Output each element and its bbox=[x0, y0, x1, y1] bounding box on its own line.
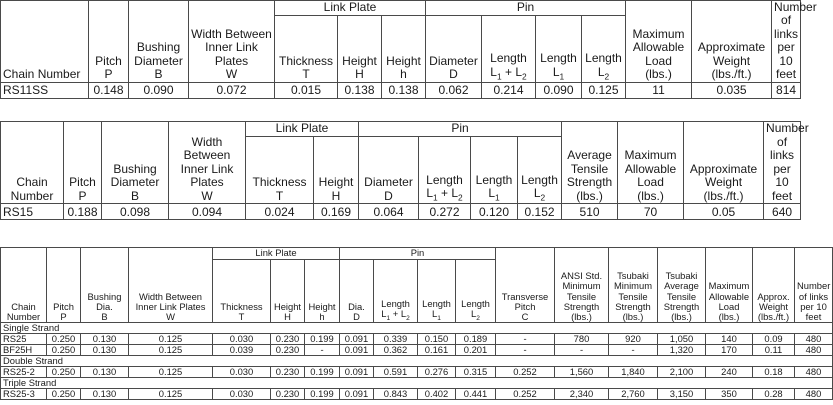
header-symbol: (lbs.) bbox=[645, 67, 672, 82]
header-label: Maximum Allowable Load bbox=[624, 148, 677, 190]
spec-table-rs11ss bbox=[0, 0, 817, 99]
section-row bbox=[1, 323, 833, 334]
header-chain-number bbox=[1, 1, 89, 83]
header-chain-number bbox=[1, 122, 64, 204]
table-cell: 0.09 bbox=[753, 334, 795, 345]
header-symbol: (lbs.) bbox=[671, 310, 692, 322]
table-cell: 0.591 bbox=[374, 367, 418, 378]
header-avg-tensile-strength bbox=[562, 122, 618, 204]
header-plate-height-H bbox=[338, 16, 382, 82]
header-width-between-plates bbox=[189, 1, 275, 83]
header-pitch bbox=[47, 248, 81, 323]
header-symbol: W bbox=[166, 310, 175, 322]
header-label: ANSI Std. Minimum Tensile Strength bbox=[560, 270, 603, 312]
table-cell: 0.276 bbox=[418, 367, 456, 378]
table-cell: 0.090 bbox=[536, 82, 582, 98]
group-pin: Pin bbox=[340, 248, 496, 260]
header-pin-length-total bbox=[419, 137, 471, 204]
table-cell: 0.252 bbox=[496, 367, 555, 378]
header-width-between-plates bbox=[169, 122, 246, 204]
table-cell: 0.362 bbox=[374, 345, 418, 356]
header-symbol: P bbox=[60, 310, 67, 322]
header-plate-height-H bbox=[271, 260, 305, 323]
table-cell: 0.120 bbox=[471, 204, 518, 220]
header-plate-thickness bbox=[246, 137, 314, 204]
header-symbol: (lbs.) bbox=[637, 188, 664, 203]
header-pin-diameter bbox=[359, 137, 419, 204]
header-label: Thickness bbox=[278, 53, 334, 68]
header-label: Average Tensile Strength bbox=[566, 148, 613, 190]
header-symbol: h bbox=[400, 67, 407, 82]
header-label: Number of links per 10 feet bbox=[797, 280, 831, 322]
table-cell: 0.250 bbox=[47, 367, 81, 378]
header-label: Approximate Weight bbox=[697, 40, 766, 68]
table-cell: 0.091 bbox=[340, 389, 374, 400]
header-label: Approx. Weight bbox=[757, 290, 790, 312]
header-label: Bushing Diameter bbox=[134, 40, 183, 68]
table-cell: 0.272 bbox=[419, 204, 471, 220]
table-cell: 480 bbox=[795, 389, 833, 400]
header-label: Bushing Diameter bbox=[110, 161, 160, 190]
table-cell: 0.030 bbox=[213, 367, 271, 378]
table-cell: 0.125 bbox=[129, 367, 213, 378]
table-cell: 510 bbox=[562, 204, 618, 220]
header-label: Bushing Dia. bbox=[87, 290, 122, 312]
header-label: Diameter bbox=[429, 53, 478, 68]
header-label: Height bbox=[342, 53, 377, 68]
header-label: Length bbox=[381, 297, 410, 309]
header-symbol: (lbs.) bbox=[622, 310, 644, 322]
table-cell: 0.11 bbox=[753, 345, 795, 356]
chain-number-cell: RS15 bbox=[1, 204, 64, 220]
table-cell: 0.125 bbox=[582, 82, 626, 98]
header-label: Length bbox=[585, 51, 622, 66]
table-cell: 0.161 bbox=[418, 345, 456, 356]
header-label: Length bbox=[461, 297, 490, 309]
spec-table-rs25 bbox=[0, 247, 833, 400]
header-symbol: $L_2$ bbox=[597, 64, 610, 82]
header-ansi-min-tensile bbox=[555, 248, 609, 323]
table-cell: 0.138 bbox=[338, 82, 382, 98]
table-row bbox=[1, 367, 833, 378]
table-cell: 0.230 bbox=[271, 334, 305, 345]
table-cell: 11 bbox=[626, 82, 692, 98]
header-pin-length-l2 bbox=[518, 137, 562, 204]
table-cell: - bbox=[305, 345, 340, 356]
header-symbol: (lbs.) bbox=[576, 188, 603, 203]
header-bushing-diameter bbox=[129, 1, 189, 83]
table-cell: 0.199 bbox=[305, 334, 340, 345]
chain-number-cell: RS25-2 bbox=[1, 367, 47, 378]
table-cell: 0.201 bbox=[456, 345, 496, 356]
header-label: Approximate Weight bbox=[689, 161, 758, 190]
table-cell: 0.843 bbox=[374, 389, 418, 400]
table-cell: 0.072 bbox=[189, 82, 275, 98]
chain-number-cell: RS25 bbox=[1, 334, 47, 345]
section-title: Single Strand bbox=[1, 323, 833, 334]
group-pin: Pin bbox=[426, 1, 626, 16]
table-cell: 0.125 bbox=[129, 334, 213, 345]
table-cell: 0.250 bbox=[47, 334, 81, 345]
header-pin-length-total bbox=[374, 260, 418, 323]
header-symbol: $L_2$ bbox=[533, 186, 546, 203]
section-title: Triple Strand bbox=[1, 378, 833, 389]
table-cell: 640 bbox=[764, 204, 801, 220]
header-pin-dia bbox=[340, 260, 374, 323]
table-cell: 814 bbox=[772, 82, 801, 98]
header-symbol: H bbox=[284, 310, 291, 322]
header-plate-height-h bbox=[305, 260, 340, 323]
table-cell: 0.250 bbox=[47, 345, 81, 356]
group-pin: Pin bbox=[359, 122, 562, 137]
header-symbol: $L_1 + L_2$ bbox=[381, 308, 410, 322]
table-cell: 0.441 bbox=[456, 389, 496, 400]
header-label: Width Between Inner Link Plates bbox=[180, 134, 234, 190]
header-symbol: $L_1 + L_2$ bbox=[426, 186, 463, 203]
table-cell: 0.28 bbox=[753, 389, 795, 400]
header-pin-length-total bbox=[482, 16, 536, 82]
table-cell: 0.148 bbox=[89, 82, 129, 98]
header-links-per-10ft bbox=[772, 0, 817, 83]
table-cell: 2,340 bbox=[555, 389, 609, 400]
header-label: Pitch bbox=[53, 300, 74, 312]
table-cell: 1,320 bbox=[658, 345, 706, 356]
table-cell: - bbox=[496, 345, 555, 356]
table-row bbox=[1, 204, 801, 220]
header-symbol: $L_2$ bbox=[471, 308, 480, 322]
section-row bbox=[1, 378, 833, 389]
header-label: Length bbox=[422, 297, 451, 309]
header-symbol: D bbox=[384, 188, 393, 203]
header-pin-length-l1 bbox=[471, 137, 518, 204]
header-label: Tsubaki Average Tensile Strength bbox=[663, 270, 700, 312]
header-label: Maximum Allowable Load bbox=[708, 280, 750, 312]
header-symbol: T bbox=[238, 310, 245, 322]
table-cell: 0.130 bbox=[81, 345, 129, 356]
table-cell: 0.150 bbox=[418, 334, 456, 345]
table-cell: 0.094 bbox=[169, 204, 246, 220]
table-cell: 0.189 bbox=[456, 334, 496, 345]
header-plate-thickness bbox=[213, 260, 271, 323]
table-row bbox=[1, 345, 833, 356]
table-cell: 2,760 bbox=[609, 389, 658, 400]
header-symbol: W bbox=[225, 67, 238, 82]
header-plate-thickness bbox=[275, 16, 338, 82]
table-cell: 0.030 bbox=[213, 389, 271, 400]
section-row bbox=[1, 356, 833, 367]
header-symbol: B bbox=[101, 310, 108, 322]
table-cell: 780 bbox=[555, 334, 609, 345]
table-cell: 2,100 bbox=[658, 367, 706, 378]
table-cell: 0.152 bbox=[518, 204, 562, 220]
header-label: Length bbox=[490, 51, 527, 66]
table-cell: 1,050 bbox=[658, 334, 706, 345]
header-label: Dia. bbox=[348, 300, 365, 312]
header-label: Chain Number bbox=[3, 67, 81, 82]
table-cell: 0.125 bbox=[129, 345, 213, 356]
table-cell: 0.05 bbox=[684, 204, 764, 220]
header-symbol: B bbox=[154, 67, 163, 82]
table-cell: 0.402 bbox=[418, 389, 456, 400]
header-links-per-10ft bbox=[764, 121, 809, 204]
table-cell: 0.091 bbox=[340, 345, 374, 356]
table-cell: 0.250 bbox=[47, 389, 81, 400]
header-symbol: H bbox=[355, 67, 364, 82]
header-transverse-pitch bbox=[496, 248, 555, 323]
header-label: Number of links per 10 feet bbox=[774, 0, 817, 82]
header-symbol: B bbox=[130, 188, 139, 203]
table-cell: 0.091 bbox=[340, 367, 374, 378]
header-symbol: (lbs./ft.) bbox=[703, 188, 744, 203]
table-cell: 3,150 bbox=[658, 389, 706, 400]
header-pin-length-l2 bbox=[456, 260, 496, 323]
table-cell: 0.315 bbox=[456, 367, 496, 378]
header-pin-diameter bbox=[426, 16, 482, 82]
table-cell: 0.091 bbox=[340, 334, 374, 345]
table-row bbox=[1, 334, 833, 345]
spec-table-rs15 bbox=[0, 121, 809, 220]
header-symbol: H bbox=[331, 188, 341, 203]
table-cell: 0.130 bbox=[81, 367, 129, 378]
header-tsubaki-min-tensile bbox=[609, 248, 658, 323]
table-cell: 0.339 bbox=[374, 334, 418, 345]
header-label: Length bbox=[475, 172, 513, 187]
table-cell: 0.230 bbox=[271, 389, 305, 400]
table-cell: 0.035 bbox=[692, 82, 772, 98]
header-pin-length-l1 bbox=[536, 16, 582, 82]
header-approx-weight bbox=[753, 248, 795, 323]
header-symbol: $L_1 + L_2$ bbox=[490, 64, 527, 82]
header-label: Length bbox=[540, 51, 577, 66]
header-pitch bbox=[64, 122, 102, 204]
table-cell: 0.138 bbox=[382, 82, 426, 98]
header-pitch bbox=[89, 1, 129, 83]
group-link-plate: Link Plate bbox=[213, 248, 340, 260]
header-symbol: $L_1$ bbox=[432, 308, 441, 322]
header-bushing-dia bbox=[81, 248, 129, 323]
header-symbol: D bbox=[353, 310, 360, 322]
header-label: Length bbox=[521, 172, 558, 187]
table-cell: 0.130 bbox=[81, 334, 129, 345]
header-tsubaki-avg-tensile bbox=[658, 248, 706, 323]
header-label: Chain Number bbox=[6, 300, 41, 322]
table-cell: 1,840 bbox=[609, 367, 658, 378]
table-row bbox=[1, 389, 833, 400]
header-width-between-plates bbox=[129, 248, 213, 323]
header-approx-weight bbox=[684, 122, 764, 204]
table-cell: 0.252 bbox=[496, 389, 555, 400]
table-cell: 0.062 bbox=[426, 82, 482, 98]
table-cell: 480 bbox=[795, 345, 833, 356]
header-symbol: W bbox=[201, 188, 213, 203]
table-cell: 0.230 bbox=[271, 345, 305, 356]
group-link-plate: Link Plate bbox=[246, 122, 359, 137]
header-label: Pitch bbox=[69, 175, 96, 190]
header-max-allowable-load bbox=[618, 122, 684, 204]
header-label: Thickness bbox=[252, 175, 307, 190]
table-cell: 0.18 bbox=[753, 367, 795, 378]
header-symbol: h bbox=[319, 310, 325, 322]
header-label: Length bbox=[426, 172, 463, 187]
header-max-allowable-load bbox=[706, 248, 753, 323]
header-symbol: T bbox=[275, 188, 284, 203]
header-label: Width Between Inner Link Plates bbox=[135, 290, 206, 312]
table-cell: 140 bbox=[706, 334, 753, 345]
table-cell: 0.214 bbox=[482, 82, 536, 98]
header-symbol: (lbs.) bbox=[571, 310, 592, 322]
header-label: Number of links per 10 feet bbox=[766, 121, 809, 203]
chain-number-cell: BF25H bbox=[1, 345, 47, 356]
table-cell: 0.199 bbox=[305, 367, 340, 378]
chain-number-cell: RS11SS bbox=[1, 82, 89, 98]
table-cell: 0.169 bbox=[314, 204, 359, 220]
header-symbol: (lbs./ft.) bbox=[711, 67, 752, 82]
table-cell: 240 bbox=[706, 367, 753, 378]
header-label: Height bbox=[273, 300, 302, 312]
table-cell: 920 bbox=[609, 334, 658, 345]
header-label: Width Between Inner Link Plates bbox=[191, 26, 272, 68]
table-cell: 480 bbox=[795, 334, 833, 345]
header-plate-height-H bbox=[314, 137, 359, 204]
header-label: Thickness bbox=[220, 300, 263, 312]
header-symbol: (lbs.) bbox=[718, 310, 740, 322]
table-cell: 0.098 bbox=[102, 204, 169, 220]
header-symbol: P bbox=[78, 188, 87, 203]
header-symbol: C bbox=[521, 310, 529, 322]
header-symbol: D bbox=[449, 67, 458, 82]
header-label: Transverse Pitch bbox=[501, 290, 549, 312]
table-cell: 0.199 bbox=[305, 389, 340, 400]
header-label: Height bbox=[386, 53, 421, 68]
table-cell: 0.090 bbox=[129, 82, 189, 98]
table-cell: 70 bbox=[618, 204, 684, 220]
table-cell: 0.130 bbox=[81, 389, 129, 400]
table-cell: 0.188 bbox=[64, 204, 102, 220]
header-symbol: T bbox=[302, 67, 310, 82]
header-symbol: $L_1$ bbox=[552, 64, 565, 82]
table-cell: 170 bbox=[706, 345, 753, 356]
header-pin-length-l2 bbox=[582, 16, 626, 82]
table-cell: 0.015 bbox=[275, 82, 338, 98]
header-links-per-10ft bbox=[795, 248, 833, 323]
table-cell: 0.064 bbox=[359, 204, 419, 220]
table-cell: 1,560 bbox=[555, 367, 609, 378]
header-bushing-diameter bbox=[102, 122, 169, 204]
table-cell: - bbox=[496, 334, 555, 345]
header-label: Height bbox=[308, 300, 336, 312]
header-symbol: P bbox=[104, 67, 113, 82]
header-label: Pitch bbox=[95, 53, 122, 68]
table-row bbox=[1, 82, 801, 98]
table-cell: 0.125 bbox=[129, 389, 213, 400]
header-label: Height bbox=[318, 175, 354, 190]
table-cell: - bbox=[609, 345, 658, 356]
table-cell: 0.230 bbox=[271, 367, 305, 378]
table-cell: 0.024 bbox=[246, 204, 314, 220]
table-cell: - bbox=[555, 345, 609, 356]
header-label: Chain Number bbox=[10, 175, 54, 203]
chain-number-cell: RS25-3 bbox=[1, 389, 47, 400]
header-approx-weight bbox=[692, 1, 772, 83]
table-cell: 0.030 bbox=[213, 334, 271, 345]
header-label: Tsubaki Minimum Tensile Strength bbox=[613, 270, 653, 312]
table-cell: 480 bbox=[795, 367, 833, 378]
header-symbol: $L_1$ bbox=[488, 186, 500, 203]
header-symbol: (lbs./ft.) bbox=[757, 310, 790, 322]
header-chain-number bbox=[1, 248, 47, 323]
header-plate-height-h bbox=[382, 16, 426, 82]
table-cell: 350 bbox=[706, 389, 753, 400]
header-label: Maximum Allowable Load bbox=[632, 26, 685, 68]
header-max-allowable-load bbox=[626, 1, 692, 83]
table-cell: 0.039 bbox=[213, 345, 271, 356]
section-title: Double Strand bbox=[1, 356, 833, 367]
header-pin-length-l1 bbox=[418, 260, 456, 323]
group-link-plate: Link Plate bbox=[275, 1, 426, 16]
header-label: Diameter bbox=[364, 175, 413, 190]
